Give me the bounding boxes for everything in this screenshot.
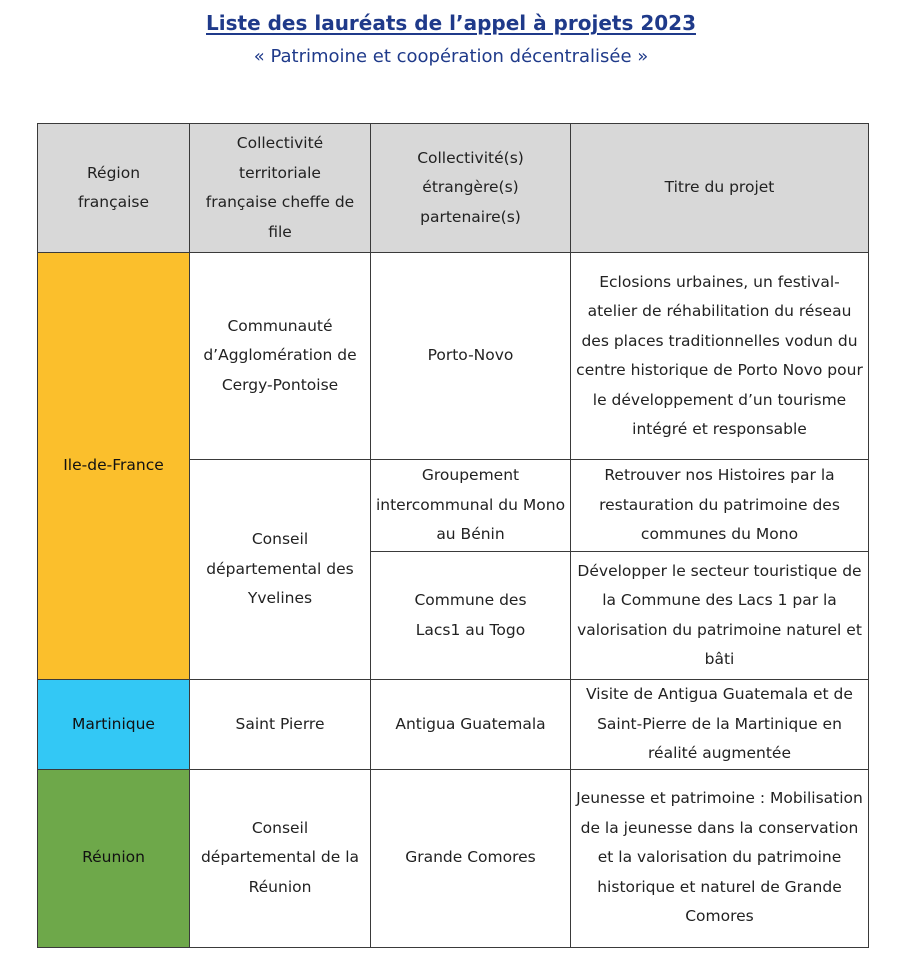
laureats-table: [37, 123, 869, 948]
header-row: [38, 124, 869, 253]
header-partenaires: Collectivité(s) étrangère(s) partenaire(s): [371, 124, 571, 253]
table-row: [38, 680, 869, 770]
region-cell-reunion: Réunion: [38, 769, 190, 947]
document-subtitle: « Patrimoine et coopération décentralisée »: [253, 46, 649, 67]
header-collectivite: Collectivité territoriale française cheffe de file: [190, 124, 371, 253]
titre-cell: Visite de Antigua Guatemala et de Saint-Pierre de la Martinique en réalité augmentée: [571, 680, 869, 770]
collectivite-cell: Saint Pierre: [190, 680, 371, 770]
region-cell-martinique: Martinique: [38, 680, 190, 770]
table-row: [38, 253, 869, 460]
region-cell-idf: Ile-de-France: [38, 253, 190, 680]
partenaire-cell: Antigua Guatemala: [371, 680, 571, 770]
partenaire-cell: Commune des Lacs1 au Togo: [371, 552, 571, 680]
titre-cell: Développer le secteur touristique de la Commune des Lacs 1 par la valorisation du patrimoine naturel et bâti: [571, 552, 869, 680]
table-row: [38, 769, 869, 947]
titre-cell: Jeunesse et patrimoine : Mobilisation de la jeunesse dans la conservation et la valorisation du patrimoine historique et naturel de Grande Comores: [571, 769, 869, 947]
titre-cell: Retrouver nos Histoires par la restauration du patrimoine des communes du Mono: [571, 460, 869, 552]
partenaire-cell: Porto-Novo: [371, 253, 571, 460]
header-region: Région française: [38, 124, 190, 253]
partenaire-cell: Groupement intercommunal du Mono au Bénin: [371, 460, 571, 552]
partenaire-cell: Grande Comores: [371, 769, 571, 947]
collectivite-cell: Conseil départemental des Yvelines: [190, 460, 371, 680]
document-title: Liste des lauréats de l’appel à projets 2023: [206, 11, 696, 35]
collectivite-cell: Conseil départemental de la Réunion: [190, 769, 371, 947]
collectivite-cell: Communauté d’Agglomération de Cergy-Pontoise: [190, 253, 371, 460]
header-titre: Titre du projet: [571, 124, 869, 253]
titre-cell: Eclosions urbaines, un festival-atelier de réhabilitation du réseau des places traditionnelles vodun du centre historique de Porto Novo pour le développement d’un tourisme intégré et responsable: [571, 253, 869, 460]
